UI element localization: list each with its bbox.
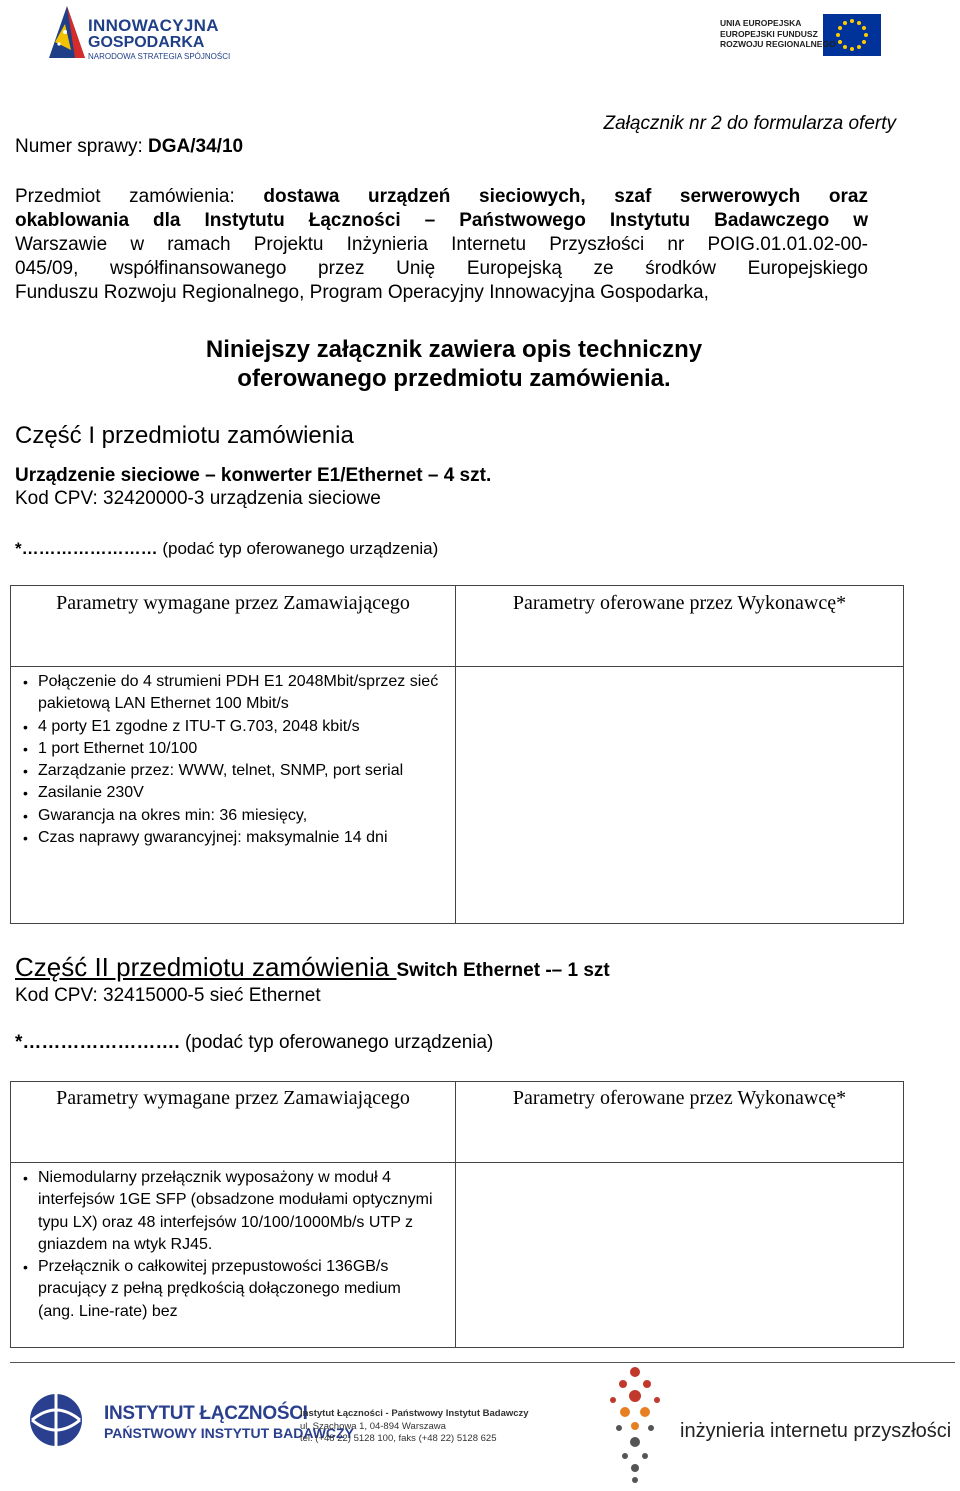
iip-dots-icon (595, 1364, 675, 1484)
list-item: • 4 porty E1 zgodne z ITU-T G.703, 2048 kbit/s (11, 716, 441, 738)
eu-logo-line2: EUROPEJSKI FUNDUSZ (720, 28, 818, 39)
eu-logo-line3: ROZWOJU REGIONALNEGO (720, 39, 836, 49)
iip-logo (595, 1364, 675, 1489)
part2-body-row (11, 1163, 904, 1348)
part2-type-dots: *……………………. (15, 1032, 180, 1053)
subject-label: Przedmiot zamówienia: (15, 186, 235, 207)
list-item: • Niemodularny przełącznik wyposażony w moduł 4 interfejsów 1GE SFP (obsadzone modułami optycznymi typu LX) oraz 48 interfejsów 10/100/1000Mb/s UTP z gniazdem na wtyk RJ45. (11, 1167, 441, 1256)
il-logo (18, 1390, 98, 1455)
case-label: Numer sprawy: (15, 136, 149, 157)
list-item: • Gwarancja na okres min: 36 miesięcy, (11, 805, 441, 827)
part1-col1-header: Parametry wymagane przez Zamawiającego (11, 586, 456, 667)
subject-line-4: 045/09, współfinansowanego przez Unię Europejską ze środków Europejskiego (15, 258, 868, 279)
part1-device: Urządzenie sieciowe – konwerter E1/Ethernet – 4 szt. (15, 465, 492, 486)
iip-project-name: inżynieria internetu przyszłości (680, 1420, 952, 1442)
list-item: • Zarządzanie przez: WWW, telnet, SNMP, port serial (11, 760, 441, 782)
part1-header-row (11, 586, 904, 667)
eu-logo-line1: UNIA EUROPEJSKA (720, 18, 802, 28)
subject-line-1 (15, 185, 868, 210)
il-name-line2: PAŃSTWOWY INSTYTUT BADAWCZY (104, 1425, 354, 1441)
ig-logo-line1: INNOWACYJNA (88, 16, 219, 35)
list-item: • Przełącznik o całkowitej przepustowości 136GB/s pracujący z pełną prędkością dołączonego medium (ang. Line-rate) bez (11, 1256, 441, 1323)
il-globe-icon (18, 1390, 98, 1450)
part1-col2-header: Parametry oferowane przez Wykonawcę* (456, 586, 904, 667)
il-name-line1: INSTYTUT ŁĄCZNOŚCI (104, 1403, 308, 1424)
case-number-value: DGA/34/10 (148, 136, 244, 157)
part2-type-hint: (podać typ oferowanego urządzenia) (179, 1032, 494, 1053)
part1-spec-table (10, 585, 904, 924)
part2-heading-suffix: Switch Ethernet -– 1 szt (396, 960, 610, 981)
part1-requirements-cell (11, 667, 456, 924)
part1-body-row (11, 667, 904, 924)
part2-offered-cell[interactable] (456, 1163, 904, 1348)
il-address-line2: ul. Szachowa 1, 04-894 Warszawa (300, 1420, 446, 1432)
part2-cpv: Kod CPV: 32415000-5 sieć Ethernet (15, 985, 321, 1006)
part2-col1-header: Parametry wymagane przez Zamawiającego (11, 1082, 456, 1163)
part2-heading (15, 952, 610, 983)
il-address (300, 1408, 529, 1446)
part1-offered-cell[interactable] (456, 667, 904, 924)
part1-heading: Część I przedmiotu zamówienia (15, 422, 354, 449)
part2-heading-title: Część II przedmiotu zamówienia (15, 952, 397, 982)
part2-requirements-cell (11, 1163, 456, 1348)
il-address-line1: Instytut Łączności - Państwowy Instytut Badawczy (300, 1408, 529, 1419)
part1-requirements-list (11, 671, 441, 849)
part2-type-field (15, 1032, 493, 1054)
intro-heading-line1: Niniejszy załącznik zawiera opis techniczny (205, 336, 703, 363)
subject-line-5: Funduszu Rozwoju Regionalnego, Program Operacyjny Innowacyjna Gospodarka, (15, 282, 709, 303)
list-item: • Połączenie do 4 strumieni PDH E1 2048Mbit/sprzez sieć pakietową LAN Ethernet 100 Mbit/s (11, 671, 441, 716)
intro-heading-line2: oferowanego przedmiotu zamówienia. (237, 365, 671, 392)
ig-logo-line3: NARODOWA STRATEGIA SPÓJNOŚCI (88, 52, 231, 61)
part1-type-field (15, 539, 438, 559)
part2-col2-header: Parametry oferowane przez Wykonawcę* (456, 1082, 904, 1163)
subject-title: dostawa urządzeń sieciowych, szaf serwerowych oraz (234, 186, 868, 207)
attachment-label: Załącznik nr 2 do formularza oferty (603, 113, 896, 134)
part2-spec-table (10, 1081, 904, 1348)
subject-line-3: Warszawie w ramach Projektu Inżynieria Internetu Przyszłości nr POIG.01.01.02-00- (15, 234, 868, 255)
case-number (15, 135, 243, 160)
part2-header-row (11, 1082, 904, 1163)
eu-logo-text (720, 18, 836, 50)
list-item: • Czas naprawy gwarancyjnej: maksymalnie 14 dni (11, 827, 441, 849)
ig-flag-icon (45, 2, 89, 62)
subject-line-2: okablowania dla Instytutu Łączności – Państwowego Instytutu Badawczego w (15, 210, 868, 231)
list-item: • 1 port Ethernet 10/100 (11, 738, 441, 760)
part1-type-hint: (podać typ oferowanego urządzenia) (157, 539, 439, 558)
list-item: • Zasilanie 230V (11, 782, 441, 804)
footer-divider (10, 1362, 955, 1363)
part1-type-dots: *…………………… (15, 539, 158, 558)
part2-requirements-list (11, 1167, 441, 1323)
ig-logo-line2: GOSPODARKA (88, 34, 205, 51)
il-address-line3: tel. (+48 22) 5128 100, faks (+48 22) 5128 625 (300, 1433, 497, 1444)
part1-cpv: Kod CPV: 32420000-3 urządzenia sieciowe (15, 488, 381, 509)
